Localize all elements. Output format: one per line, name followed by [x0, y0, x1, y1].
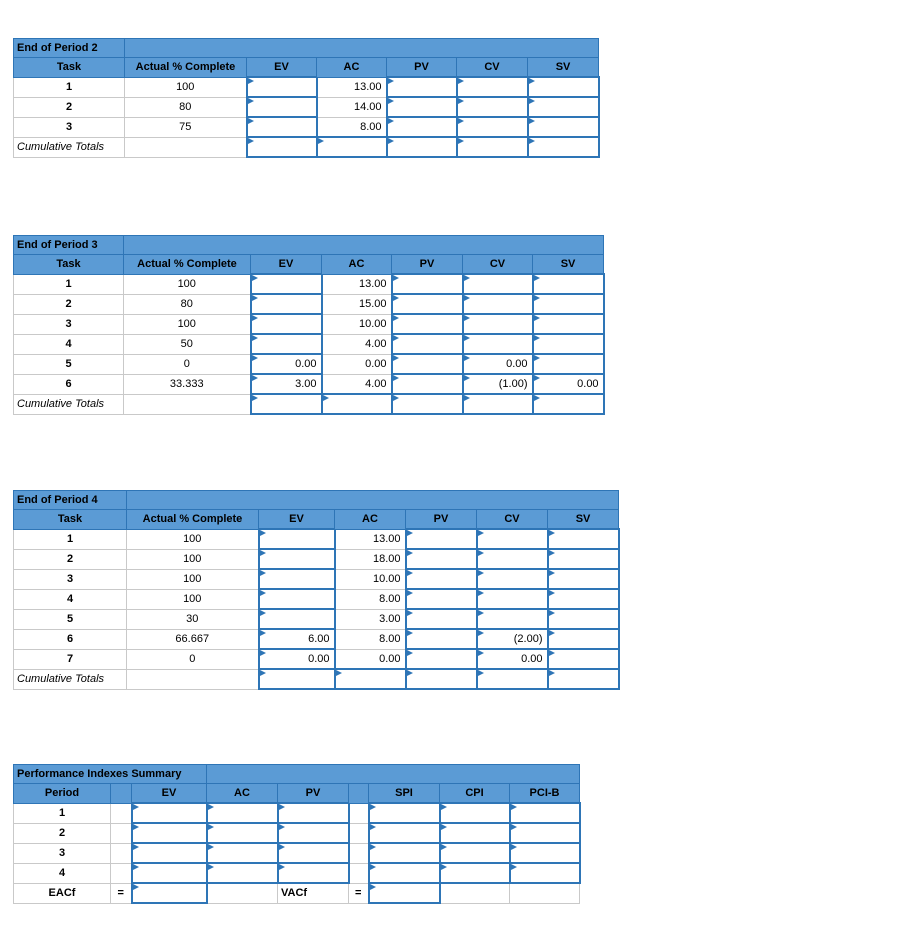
period4-row [14, 549, 619, 569]
period4-ac-5 [335, 609, 406, 629]
summary-pcib-input-2[interactable] [510, 823, 580, 843]
period4-row [14, 609, 619, 629]
period2-row [14, 77, 599, 97]
period4-pct-4: 100 [127, 589, 259, 609]
period4-cv-input-6[interactable] [477, 629, 548, 649]
summary-header-gap2 [349, 784, 369, 804]
summary-title: Performance Indexes Summary [14, 765, 207, 784]
period4-ev-input-7[interactable] [259, 649, 335, 669]
period2-header-ac: AC [317, 58, 387, 78]
period3-cumulative-pv-input[interactable] [392, 394, 463, 414]
period4-ev-input-2[interactable] [259, 549, 335, 569]
period3-ac-value-5: 0.00 [365, 358, 387, 370]
summary-pv-input-4[interactable] [278, 863, 349, 883]
summary-spi-input-1[interactable] [369, 803, 440, 823]
period2-cumulative-label: Cumulative Totals [14, 137, 125, 157]
period4-pct-7: 0 [127, 649, 259, 669]
period4-header-ac: AC [335, 510, 406, 530]
eacf-equals: = [111, 883, 132, 903]
period3-ev-value-5: 0.00 [295, 358, 317, 370]
period3-ac-value-4: 4.00 [365, 338, 387, 350]
period4-ev-input-1[interactable] [259, 529, 335, 549]
period4-cumulative-pv-input[interactable] [406, 669, 477, 689]
period3-cv-input-3[interactable] [463, 314, 533, 334]
period2-row [14, 117, 599, 137]
period4-header-cv: CV [477, 510, 548, 530]
period3-row [14, 354, 604, 374]
period4-cv-input-7[interactable] [477, 649, 548, 669]
period3-cv-value-5: 0.00 [506, 358, 528, 370]
period2-pct-3: 75 [125, 117, 247, 137]
period4-header-pv: PV [406, 510, 477, 530]
period3-task-3: 3 [14, 314, 124, 334]
period2-ev-input-3[interactable] [247, 117, 317, 137]
period3-task-5: 5 [14, 354, 124, 374]
period4-pct-1: 100 [127, 529, 259, 549]
period3-title-fill [124, 236, 604, 255]
period2-sv-input-1[interactable] [528, 77, 599, 97]
period3-ac-5 [322, 354, 392, 374]
period3-ac-1 [322, 274, 392, 294]
summary-row [14, 863, 580, 883]
period3-pct-6: 33.333 [124, 374, 251, 394]
period3-task-2: 2 [14, 294, 124, 314]
period3-cumulative-pct [124, 394, 251, 414]
summary-header-spi: SPI [369, 784, 440, 804]
summary-pcib-input-4[interactable] [510, 863, 580, 883]
period2-ev-input-1[interactable] [247, 77, 317, 97]
period4-row [14, 649, 619, 669]
period2-title-fill [125, 39, 599, 58]
period3-sv-input-5[interactable] [533, 354, 604, 374]
period4-ac-1 [335, 529, 406, 549]
period4-ac-value-1: 13.00 [372, 533, 401, 545]
period2-cumulative-sv-input[interactable] [528, 137, 599, 157]
summary-title-fill [207, 765, 580, 784]
period3-ac-value-3: 10.00 [358, 318, 387, 330]
period4-ac-4 [335, 589, 406, 609]
period4-ev-value-7: 0.00 [308, 653, 330, 665]
period4-pct-5: 30 [127, 609, 259, 629]
period3-ac-value-1: 13.00 [358, 278, 387, 290]
period3-pct-3: 100 [124, 314, 251, 334]
summary-ac-input-3[interactable] [207, 843, 278, 863]
period3-pct-2: 80 [124, 294, 251, 314]
period4-cv-input-4[interactable] [477, 589, 548, 609]
period4-cv-input-1[interactable] [477, 529, 548, 549]
summary-gap [111, 843, 132, 863]
period4-ev-input-6[interactable] [259, 629, 335, 649]
summary-period-4: 4 [14, 863, 111, 883]
period4-task-4: 4 [14, 589, 127, 609]
summary-gap2 [349, 863, 369, 883]
period2-task-3: 3 [14, 117, 125, 137]
period3-cumulative-sv-input[interactable] [533, 394, 604, 414]
period4-sv-input-7[interactable] [548, 649, 619, 669]
period3-ac-4 [322, 334, 392, 354]
period3-pv-input-4[interactable] [392, 334, 463, 354]
period4-row [14, 629, 619, 649]
period3-ev-input-6[interactable] [251, 374, 322, 394]
summary-header-ac: AC [207, 784, 278, 804]
period4-cumulative-pct [127, 669, 259, 689]
period4-sv-input-2[interactable] [548, 549, 619, 569]
period3-ac-6 [322, 374, 392, 394]
summary-cpi-input-3[interactable] [440, 843, 510, 863]
period2-task-2: 2 [14, 97, 125, 117]
period4-cumulative-ac-input[interactable] [335, 669, 406, 689]
period3-cumulative-ac-input[interactable] [322, 394, 392, 414]
summary-row [14, 803, 580, 823]
period4-cumulative-sv-input[interactable] [548, 669, 619, 689]
period2-cumulative-pct [125, 137, 247, 157]
summary-row [14, 843, 580, 863]
period4-sv-input-4[interactable] [548, 589, 619, 609]
summary-period-3: 3 [14, 843, 111, 863]
period3-row [14, 274, 604, 294]
summary-gap2 [349, 843, 369, 863]
period2-row [14, 97, 599, 117]
period3-pv-input-2[interactable] [392, 294, 463, 314]
summary-header-cpi: CPI [440, 784, 510, 804]
summary-period-1: 1 [14, 803, 111, 823]
period2-pv-input-1[interactable] [387, 77, 457, 97]
period4-ac-value-5: 3.00 [379, 613, 401, 625]
period3-cv-input-4[interactable] [463, 334, 533, 354]
period3-header-task: Task [14, 255, 124, 275]
period4-task-6: 6 [14, 629, 127, 649]
period4-ev-input-5[interactable] [259, 609, 335, 629]
period3-sv-input-1[interactable] [533, 274, 604, 294]
period4-pv-input-2[interactable] [406, 549, 477, 569]
period4-pv-input-6[interactable] [406, 629, 477, 649]
period3-task-6: 6 [14, 374, 124, 394]
period3-ac-value-6: 4.00 [365, 377, 387, 390]
period4-header-pct: Actual % Complete [127, 510, 259, 530]
period4-ac-value-6: 8.00 [379, 633, 401, 645]
summary-header-pv: PV [278, 784, 349, 804]
period4-ev-value-6: 6.00 [308, 633, 330, 645]
period2-table [13, 38, 600, 158]
period4-pct-6: 66.667 [127, 629, 259, 649]
summary-gap2 [349, 823, 369, 843]
period4-header-task: Task [14, 510, 127, 530]
period2-title: End of Period 2 [14, 39, 125, 58]
period3-pv-input-3[interactable] [392, 314, 463, 334]
period3-cv-input-2[interactable] [463, 294, 533, 314]
summary-cpi-input-1[interactable] [440, 803, 510, 823]
summary-header-pcib: PCI-B [510, 784, 580, 804]
period3-ac-3 [322, 314, 392, 334]
period2-header-pct: Actual % Complete [125, 58, 247, 78]
period4-task-3: 3 [14, 569, 127, 589]
summary-gap [111, 863, 132, 883]
eacf-input[interactable] [132, 883, 207, 903]
period3-row [14, 374, 604, 394]
period3-pct-1: 100 [124, 274, 251, 294]
period3-table [13, 235, 605, 415]
period2-sv-input-2[interactable] [528, 97, 599, 117]
period4-ac-7 [335, 649, 406, 669]
period4-table [13, 490, 620, 690]
period2-cumulative-pv-input[interactable] [387, 137, 457, 157]
period4-title-fill [127, 491, 619, 510]
period3-header-sv: SV [533, 255, 604, 275]
period3-row [14, 334, 604, 354]
period3-title: End of Period 3 [14, 236, 124, 255]
period4-pv-input-4[interactable] [406, 589, 477, 609]
summary-row [14, 823, 580, 843]
period3-row [14, 294, 604, 314]
period3-pv-input-6[interactable] [392, 374, 463, 394]
period4-ac-6 [335, 629, 406, 649]
summary-ev-input-1[interactable] [132, 803, 207, 823]
period4-sv-input-3[interactable] [548, 569, 619, 589]
period3-ev-input-3[interactable] [251, 314, 322, 334]
period4-task-2: 2 [14, 549, 127, 569]
period3-cv-input-1[interactable] [463, 274, 533, 294]
period3-ev-input-5[interactable] [251, 354, 322, 374]
summary-pcib-input-3[interactable] [510, 843, 580, 863]
period4-sv-input-1[interactable] [548, 529, 619, 549]
period4-title: End of Period 4 [14, 491, 127, 510]
period4-task-1: 1 [14, 529, 127, 549]
period2-pv-input-2[interactable] [387, 97, 457, 117]
period2-ev-input-2[interactable] [247, 97, 317, 117]
period3-sv-input-4[interactable] [533, 334, 604, 354]
vacf-input[interactable] [369, 883, 440, 903]
period3-sv-value-6: 0.00 [577, 378, 599, 390]
eacf-blank-ac [207, 883, 278, 903]
period2-header-ev: EV [247, 58, 317, 78]
period3-header-ac: AC [322, 255, 392, 275]
period4-row [14, 529, 619, 549]
period2-cumulative-cv-input[interactable] [457, 137, 528, 157]
period4-row [14, 569, 619, 589]
period2-pv-input-3[interactable] [387, 117, 457, 137]
summary-ac-input-2[interactable] [207, 823, 278, 843]
period2-pct-1: 100 [125, 77, 247, 97]
period3-header-pv: PV [392, 255, 463, 275]
summary-ac-input-1[interactable] [207, 803, 278, 823]
period3-cv-input-5[interactable] [463, 354, 533, 374]
period2-cumulative-ev-input[interactable] [247, 137, 317, 157]
period4-pct-3: 100 [127, 569, 259, 589]
period2-sv-input-3[interactable] [528, 117, 599, 137]
period4-pv-input-3[interactable] [406, 569, 477, 589]
period2-header-sv: SV [528, 58, 599, 78]
summary-gap2 [349, 803, 369, 823]
summary-cpi-input-4[interactable] [440, 863, 510, 883]
summary-pv-input-2[interactable] [278, 823, 349, 843]
period2-ac-3 [317, 117, 387, 137]
period3-task-4: 4 [14, 334, 124, 354]
period3-sv-input-3[interactable] [533, 314, 604, 334]
period4-ac-3 [335, 569, 406, 589]
summary-pv-input-3[interactable] [278, 843, 349, 863]
period2-cv-input-1[interactable] [457, 77, 528, 97]
period4-ev-input-4[interactable] [259, 589, 335, 609]
summary-cpi-input-2[interactable] [440, 823, 510, 843]
period4-pv-input-7[interactable] [406, 649, 477, 669]
summary-ac-input-4[interactable] [207, 863, 278, 883]
period4-pct-2: 100 [127, 549, 259, 569]
period2-ac-value-3: 8.00 [360, 120, 382, 133]
period3-ev-input-1[interactable] [251, 274, 322, 294]
period4-task-5: 5 [14, 609, 127, 629]
summary-period-2: 2 [14, 823, 111, 843]
period3-cv-value-6: (1.00) [498, 378, 528, 390]
period4-header-sv: SV [548, 510, 619, 530]
summary-spi-input-4[interactable] [369, 863, 440, 883]
period4-task-7: 7 [14, 649, 127, 669]
period2-cv-input-3[interactable] [457, 117, 528, 137]
period2-header-cv: CV [457, 58, 528, 78]
summary-ev-input-2[interactable] [132, 823, 207, 843]
vacf-blank-pcib [510, 883, 580, 903]
period2-header-task: Task [14, 58, 125, 78]
period3-cumulative-label: Cumulative Totals [14, 394, 124, 414]
period3-sv-input-6[interactable] [533, 374, 604, 394]
vacf-blank-cpi [440, 883, 510, 903]
vacf-label: VACf [278, 883, 349, 903]
period2-cv-input-2[interactable] [457, 97, 528, 117]
period4-cv-input-5[interactable] [477, 609, 548, 629]
period3-cumulative-cv-input[interactable] [463, 394, 533, 414]
period3-ac-value-2: 15.00 [358, 298, 387, 310]
summary-pcib-input-1[interactable] [510, 803, 580, 823]
summary-header-gap [111, 784, 132, 804]
summary-spi-input-3[interactable] [369, 843, 440, 863]
summary-header-ev: EV [132, 784, 207, 804]
period4-row [14, 589, 619, 609]
period2-ac-1 [317, 77, 387, 97]
period3-header-ev: EV [251, 255, 322, 275]
period3-sv-input-2[interactable] [533, 294, 604, 314]
period2-task-1: 1 [14, 77, 125, 97]
period4-cv-value-6: (2.00) [513, 633, 543, 645]
period2-ac-value-2: 14.00 [353, 101, 382, 113]
summary-spi-input-2[interactable] [369, 823, 440, 843]
period4-ac-2 [335, 549, 406, 569]
summary-ev-input-3[interactable] [132, 843, 207, 863]
period4-cumulative-ev-input[interactable] [259, 669, 335, 689]
period3-row [14, 314, 604, 334]
summary-pv-input-1[interactable] [278, 803, 349, 823]
period4-sv-input-6[interactable] [548, 629, 619, 649]
period3-header-cv: CV [463, 255, 533, 275]
period3-pv-input-5[interactable] [392, 354, 463, 374]
period3-ev-value-6: 3.00 [295, 378, 317, 390]
period3-task-1: 1 [14, 274, 124, 294]
period3-pv-input-1[interactable] [392, 274, 463, 294]
period4-ac-value-4: 8.00 [379, 593, 401, 605]
period4-cv-input-2[interactable] [477, 549, 548, 569]
period4-cumulative-cv-input[interactable] [477, 669, 548, 689]
period3-cumulative-ev-input[interactable] [251, 394, 322, 414]
period4-cv-value-7: 0.00 [521, 653, 543, 665]
period3-pct-4: 50 [124, 334, 251, 354]
period4-ac-value-2: 18.00 [372, 553, 401, 565]
period4-ac-value-7: 0.00 [379, 652, 401, 665]
period2-header-pv: PV [387, 58, 457, 78]
summary-header-period: Period [14, 784, 111, 804]
period3-ev-input-2[interactable] [251, 294, 322, 314]
vacf-equals: = [349, 883, 369, 903]
period2-cumulative-ac-input[interactable] [317, 137, 387, 157]
period2-ac-value-1: 13.00 [353, 81, 382, 93]
eacf-label: EACf [14, 883, 111, 903]
period4-pv-input-5[interactable] [406, 609, 477, 629]
period4-cv-input-3[interactable] [477, 569, 548, 589]
period3-ac-2 [322, 294, 392, 314]
period4-ac-value-3: 10.00 [372, 573, 401, 585]
period4-sv-input-5[interactable] [548, 609, 619, 629]
period3-header-pct: Actual % Complete [124, 255, 251, 275]
period2-ac-2 [317, 97, 387, 117]
period2-pct-2: 80 [125, 97, 247, 117]
period4-cumulative-label: Cumulative Totals [14, 669, 127, 689]
period3-ev-input-4[interactable] [251, 334, 322, 354]
period3-cv-input-6[interactable] [463, 374, 533, 394]
period4-pv-input-1[interactable] [406, 529, 477, 549]
summary-gap [111, 803, 132, 823]
summary-table [13, 764, 581, 904]
summary-gap [111, 823, 132, 843]
period4-header-ev: EV [259, 510, 335, 530]
summary-ev-input-4[interactable] [132, 863, 207, 883]
period4-ev-input-3[interactable] [259, 569, 335, 589]
period3-pct-5: 0 [124, 354, 251, 374]
